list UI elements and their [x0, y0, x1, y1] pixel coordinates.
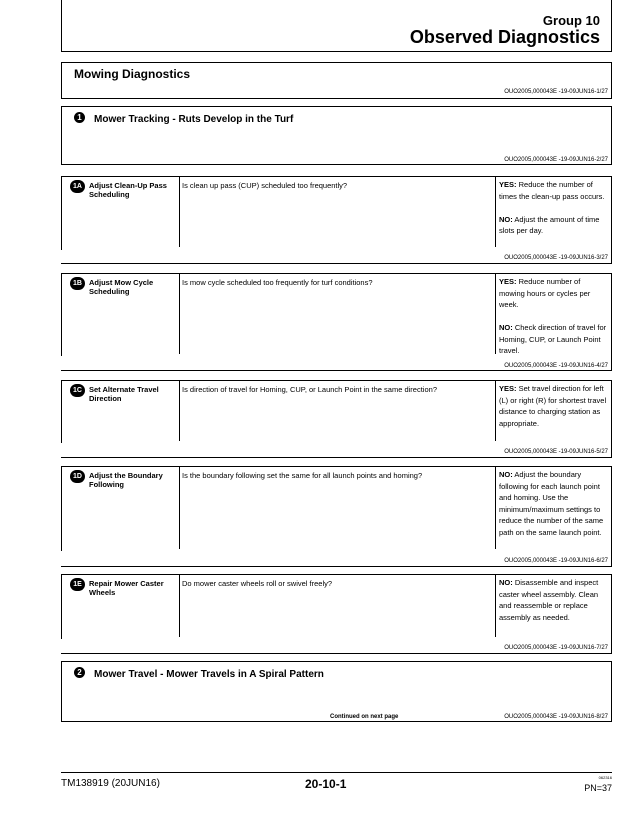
row-label: Repair Mower Caster Wheels — [89, 579, 164, 597]
row-label: Adjust Clean-Up Pass Scheduling — [89, 181, 167, 199]
answer-key: NO: — [499, 323, 513, 332]
row-question: Is mow cycle scheduled too frequently for turf conditions? — [182, 278, 373, 287]
step-badge-icon: 1C — [70, 384, 85, 397]
page-title: Observed Diagnostics — [409, 27, 600, 47]
row-answers — [499, 383, 607, 429]
step-2-box — [61, 661, 612, 722]
step-title: Mower Tracking - Ruts Develop in the Turf — [94, 114, 294, 125]
header-bottom-rule — [61, 51, 612, 52]
step-badge-icon: 1D — [70, 470, 85, 483]
reference-code: OUO2005,000043E -19-09JUN16-1/27 — [504, 89, 608, 95]
reference-code: OUO2005,000043E -19-09JUN16-4/27 — [504, 363, 608, 369]
answer-key: NO: — [499, 470, 513, 479]
step-number-icon: 2 — [74, 667, 85, 678]
section-title: Mowing Diagnostics — [74, 67, 191, 81]
answer-key: NO: — [499, 214, 513, 224]
row-label: Adjust the Boundary Following — [89, 471, 163, 489]
row-question: Is clean up pass (CUP) scheduled too frequently? — [182, 181, 348, 190]
header-left-rule — [61, 0, 62, 52]
row-answers — [499, 577, 607, 623]
diagnostic-row-1b — [61, 273, 612, 371]
row-label: Set Alternate Travel Direction — [89, 385, 159, 403]
group-label: Group 10 — [542, 13, 600, 28]
row-answers — [499, 179, 607, 237]
answer-text: Disassemble and inspect caster wheel assembly. Clean and reassemble or replace assembly as needed. — [499, 578, 599, 622]
header-right-rule — [611, 0, 612, 52]
reference-code: OUO2005,000043E -19-09JUN16-5/27 — [504, 449, 608, 455]
answer-text: Reduce number of mowing hours or cycles per week. — [499, 277, 591, 309]
answer-text: Adjust the boundary following for each launch point and homing. Use the minimum/maximum settings to reduce the number of the same path on the same launch point. — [499, 470, 604, 537]
reference-code: OUO2005,000043E -19-09JUN16-3/27 — [504, 255, 608, 261]
row-question: Is the boundary following set the same for all launch points and homing? — [182, 471, 423, 480]
reference-code: OUO2005,000043E -19-09JUN16-6/27 — [504, 558, 608, 564]
reference-code: OUO2005,000043E -19-09JUN16-2/27 — [504, 157, 608, 163]
answer-text: Adjust the amount of time slots per day. — [499, 214, 600, 235]
row-question: Is direction of travel for Homing, CUP, or Launch Point in the same direction? — [182, 385, 437, 394]
footer-rule — [61, 772, 612, 773]
answer-key: NO: — [499, 578, 513, 587]
step-badge-icon: 1B — [70, 277, 85, 290]
answer-key: YES: — [499, 180, 517, 189]
reference-code: OUO2005,000043E -19-09JUN16-7/27 — [504, 645, 608, 651]
page-number: 20-10-1 — [305, 777, 347, 791]
diagnostic-row-1e — [61, 574, 612, 654]
row-label: Adjust Mow Cycle Scheduling — [89, 278, 154, 296]
manual-id: TM138919 (20JUN16) — [61, 778, 160, 789]
section-mowing-diagnostics — [61, 62, 612, 99]
step-title: Mower Travel - Mower Travels in A Spiral Pattern — [94, 669, 324, 680]
diagnostic-row-1a — [61, 176, 612, 264]
step-badge-icon: 1A — [70, 180, 85, 193]
answer-text: Set travel direction for left (L) or right (R) for shortest travel distance to charging station as appropriate. — [499, 384, 607, 428]
step-1-box — [61, 106, 612, 165]
continued-note: Continued on next page — [330, 714, 399, 720]
answer-key: YES: — [499, 277, 517, 286]
row-answers — [499, 276, 607, 357]
answer-text: Reduce the number of times the clean-up pass occurs. — [499, 180, 605, 201]
step-badge-icon: 1E — [70, 578, 85, 591]
diagnostic-row-1c — [61, 380, 612, 458]
answer-key: YES: — [499, 384, 517, 393]
row-answers — [499, 469, 607, 538]
row-question: Do mower caster wheels roll or swivel freely? — [182, 579, 333, 588]
answer-text: Check direction of travel for Homing, CUP, or Launch Point travel. — [499, 323, 607, 355]
pn-number: PN=37 — [584, 783, 612, 793]
reference-code: OUO2005,000043E -19-09JUN16-8/27 — [504, 714, 608, 720]
date-code: 062316 — [598, 775, 612, 780]
diagnostic-row-1d — [61, 466, 612, 567]
step-number-icon: 1 — [74, 112, 85, 123]
